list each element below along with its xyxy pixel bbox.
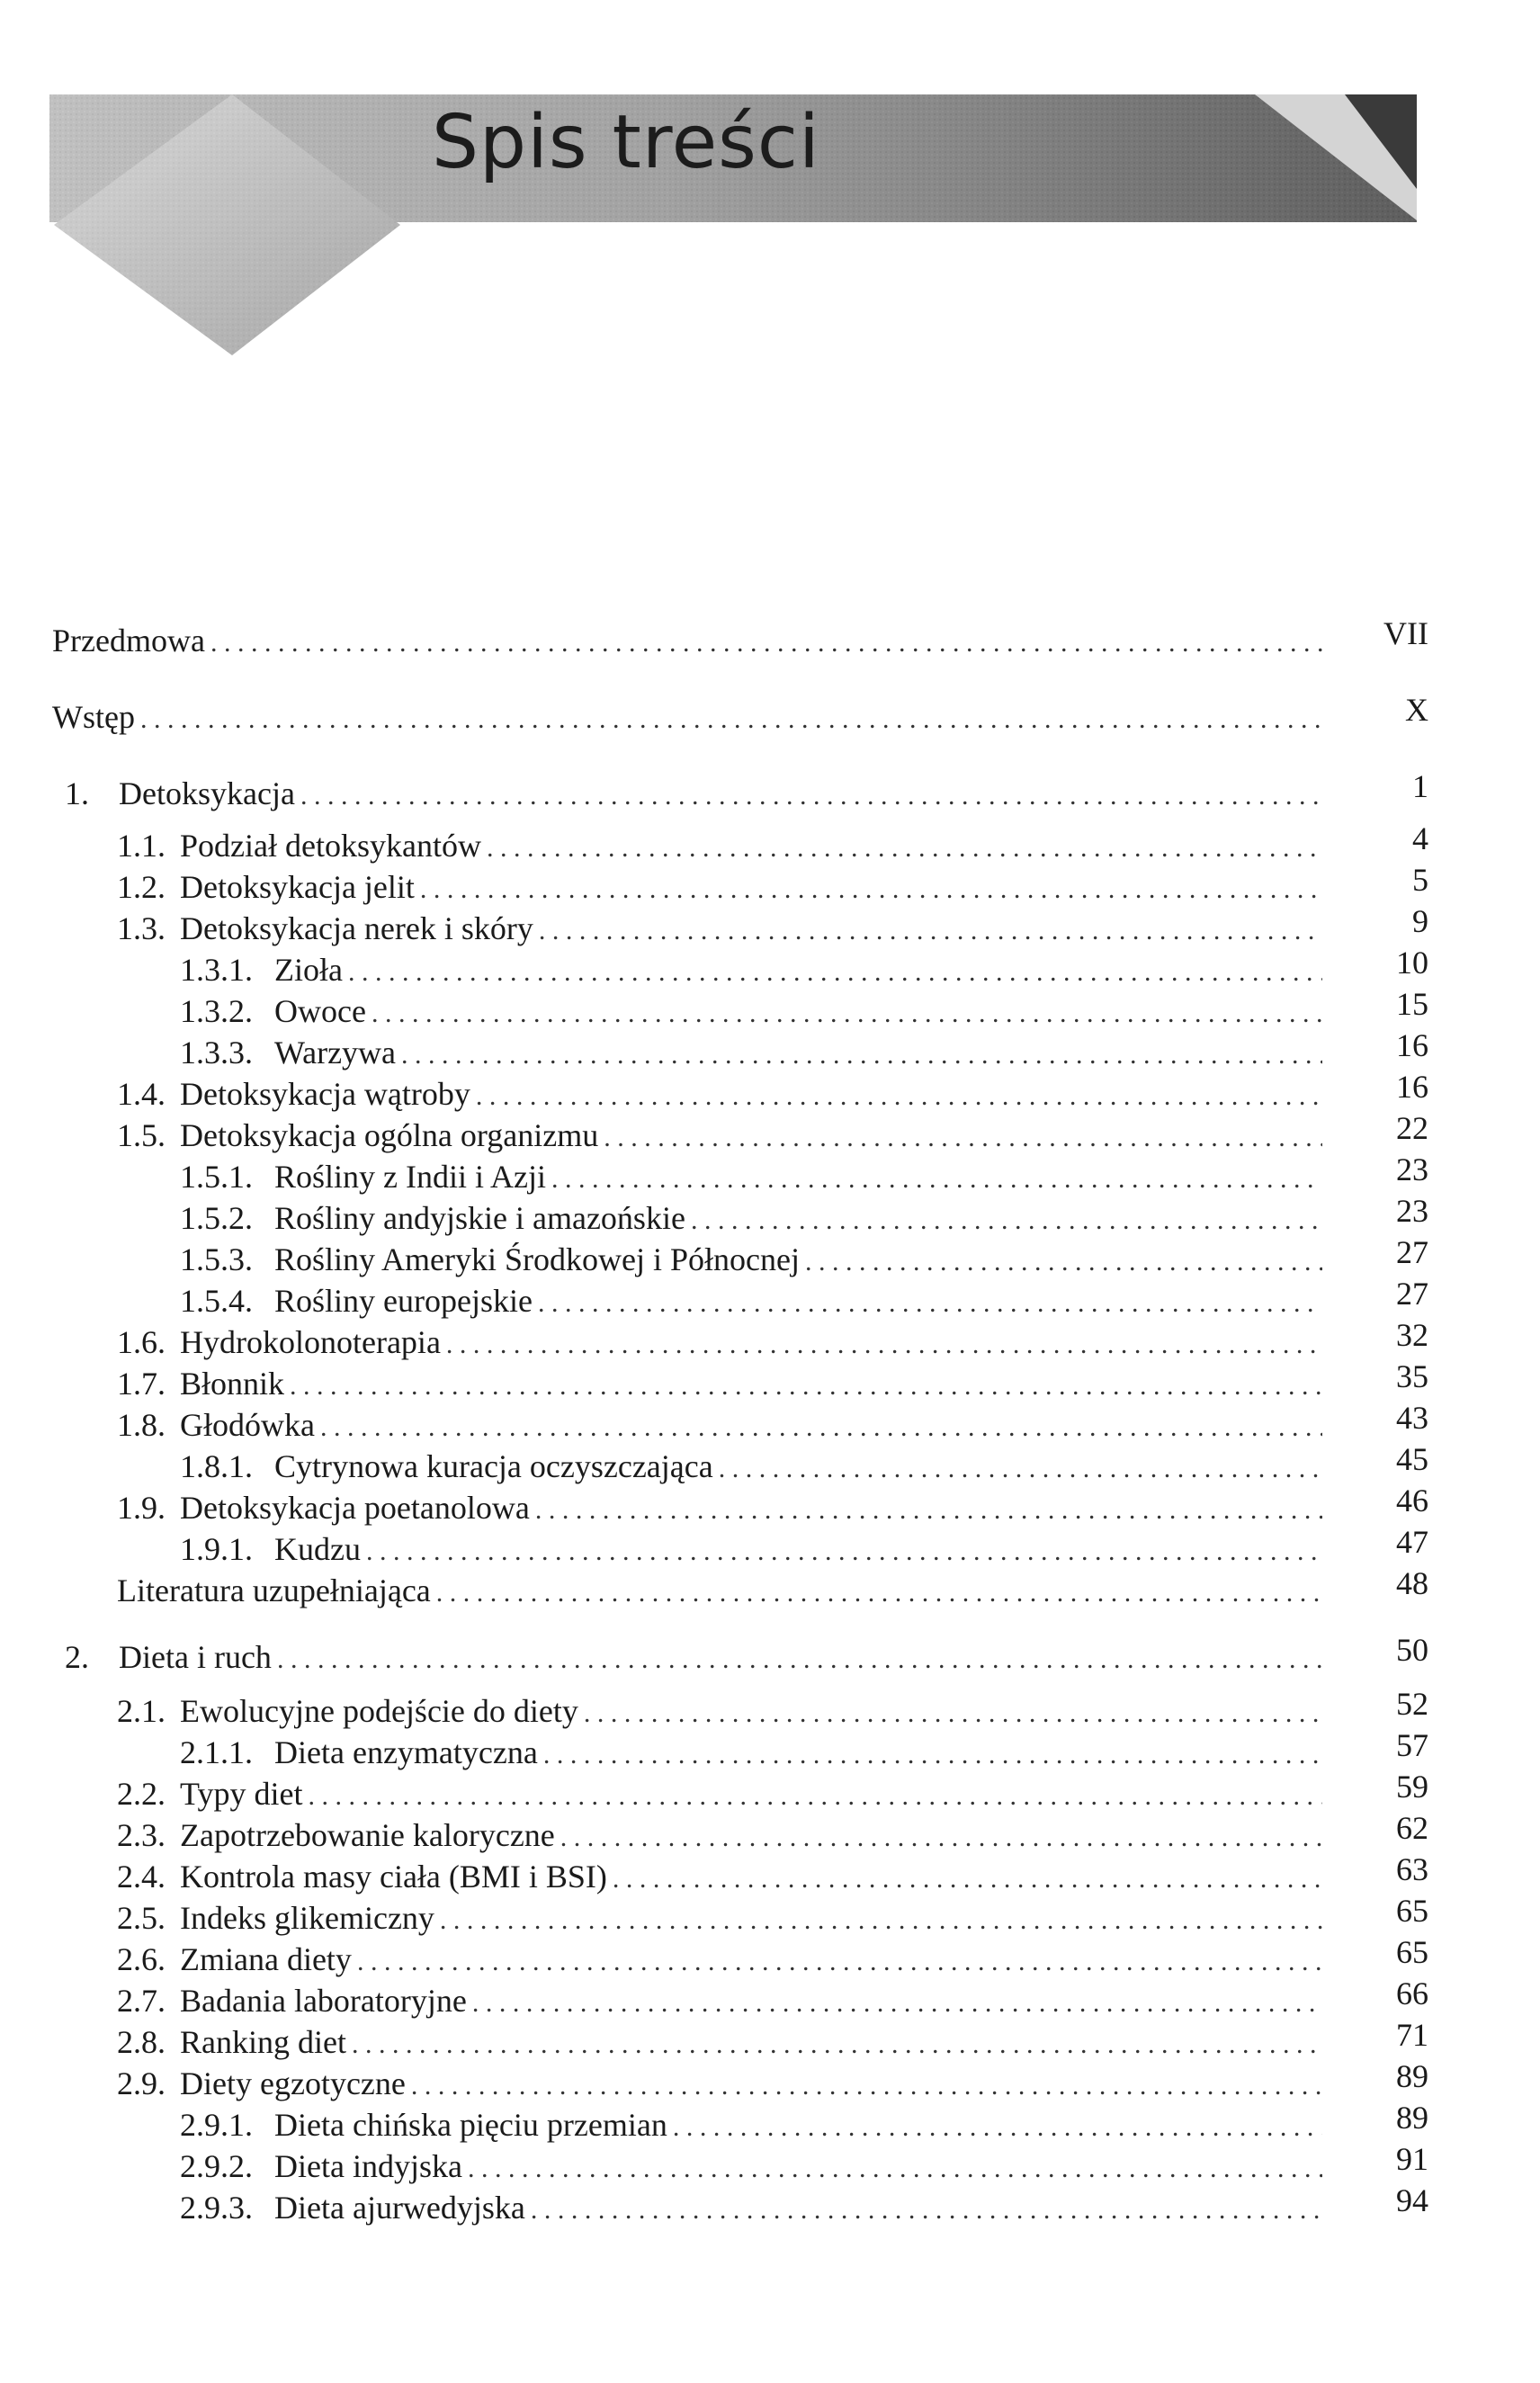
toc-entry-page: 27 [1396, 1276, 1428, 1312]
toc-entry [52, 697, 1331, 737]
dot-leader [604, 1118, 1322, 1158]
dot-leader [613, 1859, 1322, 1899]
toc-entry [180, 1281, 1331, 1321]
toc-entry [117, 1774, 1331, 1814]
toc-entry-page: 57 [1396, 1727, 1428, 1763]
toc-entry [117, 1940, 1331, 1979]
dot-leader [560, 1818, 1322, 1858]
toc-entry [117, 1857, 1331, 1896]
toc-entry-page: 27 [1396, 1234, 1428, 1270]
toc-entry-number: 2.3. [117, 1817, 166, 1853]
dot-leader [348, 953, 1322, 992]
toc-entry-page: 23 [1396, 1193, 1428, 1229]
toc-entry-page: 52 [1396, 1686, 1428, 1722]
toc-entry-number: 2.8. [117, 2024, 166, 2060]
toc-entry-number: 1.5.1. [180, 1159, 253, 1195]
dot-leader [584, 1694, 1322, 1733]
toc-entry [180, 2105, 1331, 2145]
toc-entry-number: 1. [65, 775, 89, 811]
toc-entry-title: Detoksykacja nerek i skóry [180, 910, 533, 946]
toc-entry-number: 1.5.4. [180, 1283, 253, 1319]
toc-entry-title: Detoksykacja jelit [180, 869, 415, 905]
toc-entry-title: Owoce [274, 993, 366, 1029]
toc-entry-title: Detoksykacja poetanolowa [180, 1490, 530, 1526]
toc-entry [180, 1157, 1331, 1196]
toc-entry-title: Przedmowa [52, 623, 205, 658]
dot-leader [277, 1640, 1322, 1680]
dot-leader [401, 1035, 1322, 1075]
toc-entry-number: 2.6. [117, 1941, 166, 1977]
toc-entry-page: VII [1383, 615, 1428, 651]
dot-leader [372, 994, 1322, 1034]
toc-entry-page: X [1405, 692, 1428, 728]
toc-entry-title: Rośliny andyjskie i amazońskie [274, 1200, 685, 1236]
toc-entry-page: 94 [1396, 2182, 1428, 2218]
toc-entry-title: Detoksykacja wątroby [180, 1076, 470, 1112]
toc-entry-number: 2.9. [117, 2065, 166, 2101]
toc-entry-page: 4 [1412, 820, 1428, 856]
page-title: Spis treści [432, 100, 820, 185]
toc-entry-page: 9 [1412, 903, 1428, 939]
toc-entry [180, 991, 1331, 1031]
dot-leader [535, 1491, 1322, 1530]
toc-entry-number: 1.8.1. [180, 1448, 253, 1484]
toc-entry-title: Dieta chińska pięciu przemian [274, 2107, 667, 2143]
toc-entry [117, 2022, 1331, 2062]
toc-entry-number: 1.3.2. [180, 993, 253, 1029]
toc-entry-page: 22 [1396, 1110, 1428, 1146]
dot-leader [436, 1573, 1322, 1613]
toc-entry-page: 10 [1396, 945, 1428, 981]
toc-entry-number: 2.9.2. [180, 2148, 253, 2184]
dot-leader [308, 1777, 1322, 1816]
toc-entry-title: Błonnik [180, 1366, 285, 1402]
toc-entry-page: 5 [1412, 862, 1428, 898]
dot-leader [290, 1366, 1322, 1406]
toc-entry-number: 2.5. [117, 1900, 166, 1936]
toc-entry [180, 1529, 1331, 1569]
toc-entry-title: Kudzu [274, 1531, 361, 1567]
dot-leader [440, 1901, 1322, 1940]
toc-entry-page: 16 [1396, 1069, 1428, 1105]
toc-entry-title: Typy diet [180, 1776, 303, 1812]
toc-entry [117, 1322, 1331, 1362]
toc-entry-title: Ranking diet [180, 2024, 346, 2060]
dot-leader [472, 1984, 1322, 2023]
toc-entry-page: 89 [1396, 2100, 1428, 2136]
toc-entry-number: 1.2. [117, 869, 166, 905]
toc-entry-title: Cytrynowa kuracja oczyszczająca [274, 1448, 713, 1484]
dot-leader [531, 2190, 1322, 2230]
toc-entry-page: 15 [1396, 986, 1428, 1022]
toc-entry-page: 71 [1396, 2017, 1428, 2053]
toc-entry-page: 66 [1396, 1975, 1428, 2011]
toc-entry-page: 23 [1396, 1151, 1428, 1187]
toc-entry-page: 48 [1396, 1565, 1428, 1601]
toc-entry [117, 1074, 1331, 1114]
dot-leader [551, 1160, 1322, 1199]
toc-entry-page: 46 [1396, 1483, 1428, 1518]
toc-entry-number: 1.5.3. [180, 1241, 253, 1277]
toc-entry-number: 1.3.1. [180, 952, 253, 988]
dot-leader [691, 1201, 1322, 1241]
dot-leader [320, 1408, 1322, 1447]
toc-entry-page: 43 [1396, 1400, 1428, 1436]
toc-entry [117, 1115, 1331, 1155]
toc-entry-title: Indeks glikemiczny [180, 1900, 434, 1936]
toc-entry [117, 1815, 1331, 1855]
dot-leader [673, 2108, 1322, 2147]
toc-entry-title: Głodówka [180, 1407, 315, 1443]
toc-entry-title: Wstęp [52, 699, 135, 735]
toc-entry-number: 1.1. [117, 828, 166, 864]
dot-leader [476, 1077, 1322, 1116]
dot-leader [411, 2066, 1322, 2106]
dot-leader [805, 1242, 1322, 1282]
dot-leader [719, 1449, 1322, 1489]
toc-entry-title: Dieta enzymatyczna [274, 1734, 538, 1770]
toc-entry-number: 2.9.1. [180, 2107, 253, 2143]
toc-entry-number: 2. [65, 1639, 89, 1675]
toc-entry-title: Diety egzotyczne [180, 2065, 406, 2101]
toc-entry-title: Dieta indyjska [274, 2148, 462, 2184]
toc-entry-title: Rośliny z Indii i Azji [274, 1159, 546, 1195]
toc-entry-page: 59 [1396, 1769, 1428, 1805]
toc-entry-page: 35 [1396, 1358, 1428, 1394]
dot-leader [140, 700, 1322, 739]
toc-entry-page: 47 [1396, 1524, 1428, 1560]
dot-leader [210, 623, 1322, 663]
toc-entry-title: Rośliny europejskie [274, 1283, 533, 1319]
dot-leader [366, 1532, 1322, 1572]
toc-entry-title: Zapotrzebowanie kaloryczne [180, 1817, 555, 1853]
toc-entry-number: 2.2. [117, 1776, 166, 1812]
toc-entry-title: Literatura uzupełniająca [117, 1572, 431, 1608]
toc-entry-number: 2.7. [117, 1983, 166, 2019]
toc-entry [117, 826, 1331, 865]
toc-entry [180, 950, 1331, 990]
toc-entry [180, 1733, 1331, 1772]
toc-entry [117, 2064, 1331, 2103]
toc-entry-title: Dieta ajurwedyjska [274, 2190, 525, 2226]
toc-entry-title: Detoksykacja [119, 775, 295, 811]
dot-leader [468, 2149, 1322, 2189]
dot-leader [538, 1284, 1322, 1323]
toc-entry-title: Detoksykacja ogólna organizmu [180, 1117, 599, 1153]
toc-entry-number: 1.5.2. [180, 1200, 253, 1236]
toc-entry-number: 1.9.1. [180, 1531, 253, 1567]
toc-entry-number: 1.3. [117, 910, 166, 946]
toc-entry-page: 50 [1396, 1632, 1428, 1668]
dot-leader [543, 1735, 1322, 1775]
toc-entry-title: Hydrokolonoterapia [180, 1324, 441, 1360]
dot-leader [300, 776, 1322, 816]
toc-entry [117, 909, 1331, 948]
toc-entry-page: 65 [1396, 1934, 1428, 1970]
dot-leader [539, 911, 1322, 951]
toc-entry-number: 2.1.1. [180, 1734, 253, 1770]
toc-entry-title: Kontrola masy ciała (BMI i BSI) [180, 1859, 607, 1895]
toc-entry [180, 2188, 1331, 2227]
toc-entry-number: 1.8. [117, 1407, 166, 1443]
toc-entry [117, 1691, 1331, 1731]
toc-entry [65, 1637, 1331, 1677]
toc-entry-title: Badania laboratoryjne [180, 1983, 467, 2019]
toc-entry-page: 62 [1396, 1810, 1428, 1846]
toc-entry-title: Ewolucyjne podejście do diety [180, 1693, 578, 1729]
toc-entry [65, 774, 1331, 813]
toc-entry-page: 65 [1396, 1893, 1428, 1929]
toc-entry-page: 16 [1396, 1027, 1428, 1063]
toc-entry-title: Podział detoksykantów [180, 828, 481, 864]
toc-entry-page: 63 [1396, 1851, 1428, 1887]
toc-entry-number: 1.6. [117, 1324, 166, 1360]
toc-entry [180, 1198, 1331, 1238]
toc-entry-page: 1 [1412, 768, 1428, 804]
toc-entry [180, 1033, 1331, 1072]
toc-entry-title: Warzywa [274, 1035, 397, 1071]
toc-entry [117, 1405, 1331, 1445]
toc-entry-number: 1.7. [117, 1366, 166, 1402]
toc-entry-title: Rośliny Ameryki Środkowej i Północnej [274, 1241, 800, 1277]
dot-leader [352, 2025, 1322, 2065]
toc-entry [117, 1898, 1331, 1938]
toc-entry-number: 2.4. [117, 1859, 166, 1895]
toc-entry-number: 2.9.3. [180, 2190, 253, 2226]
toc-entry [52, 621, 1331, 660]
toc-entry-page: 32 [1396, 1317, 1428, 1353]
toc-entry-number: 1.4. [117, 1076, 166, 1112]
toc-entry-page: 89 [1396, 2058, 1428, 2094]
toc-entry-number: 1.9. [117, 1490, 166, 1526]
toc-entry-title: Zmiana diety [180, 1941, 352, 1977]
dot-leader [357, 1942, 1322, 1982]
toc-entry-page: 45 [1396, 1441, 1428, 1477]
toc-entry-number: 1.3.3. [180, 1035, 253, 1071]
toc-entry-page: 91 [1396, 2141, 1428, 2177]
dot-leader [487, 829, 1322, 868]
toc-entry-number: 1.5. [117, 1117, 166, 1153]
toc-entry [117, 1364, 1331, 1403]
toc-entry [117, 1981, 1331, 2020]
toc-entry [180, 2146, 1331, 2186]
toc-entry [117, 867, 1331, 907]
toc-entry [180, 1447, 1331, 1486]
toc-entry [117, 1571, 1331, 1610]
dot-leader [446, 1325, 1322, 1365]
toc-entry-number: 2.1. [117, 1693, 166, 1729]
toc-entry [180, 1240, 1331, 1279]
toc-entry-title: Zioła [274, 952, 343, 988]
toc-entry [117, 1488, 1331, 1527]
dot-leader [420, 870, 1322, 909]
toc-entry-title: Dieta i ruch [119, 1639, 272, 1675]
